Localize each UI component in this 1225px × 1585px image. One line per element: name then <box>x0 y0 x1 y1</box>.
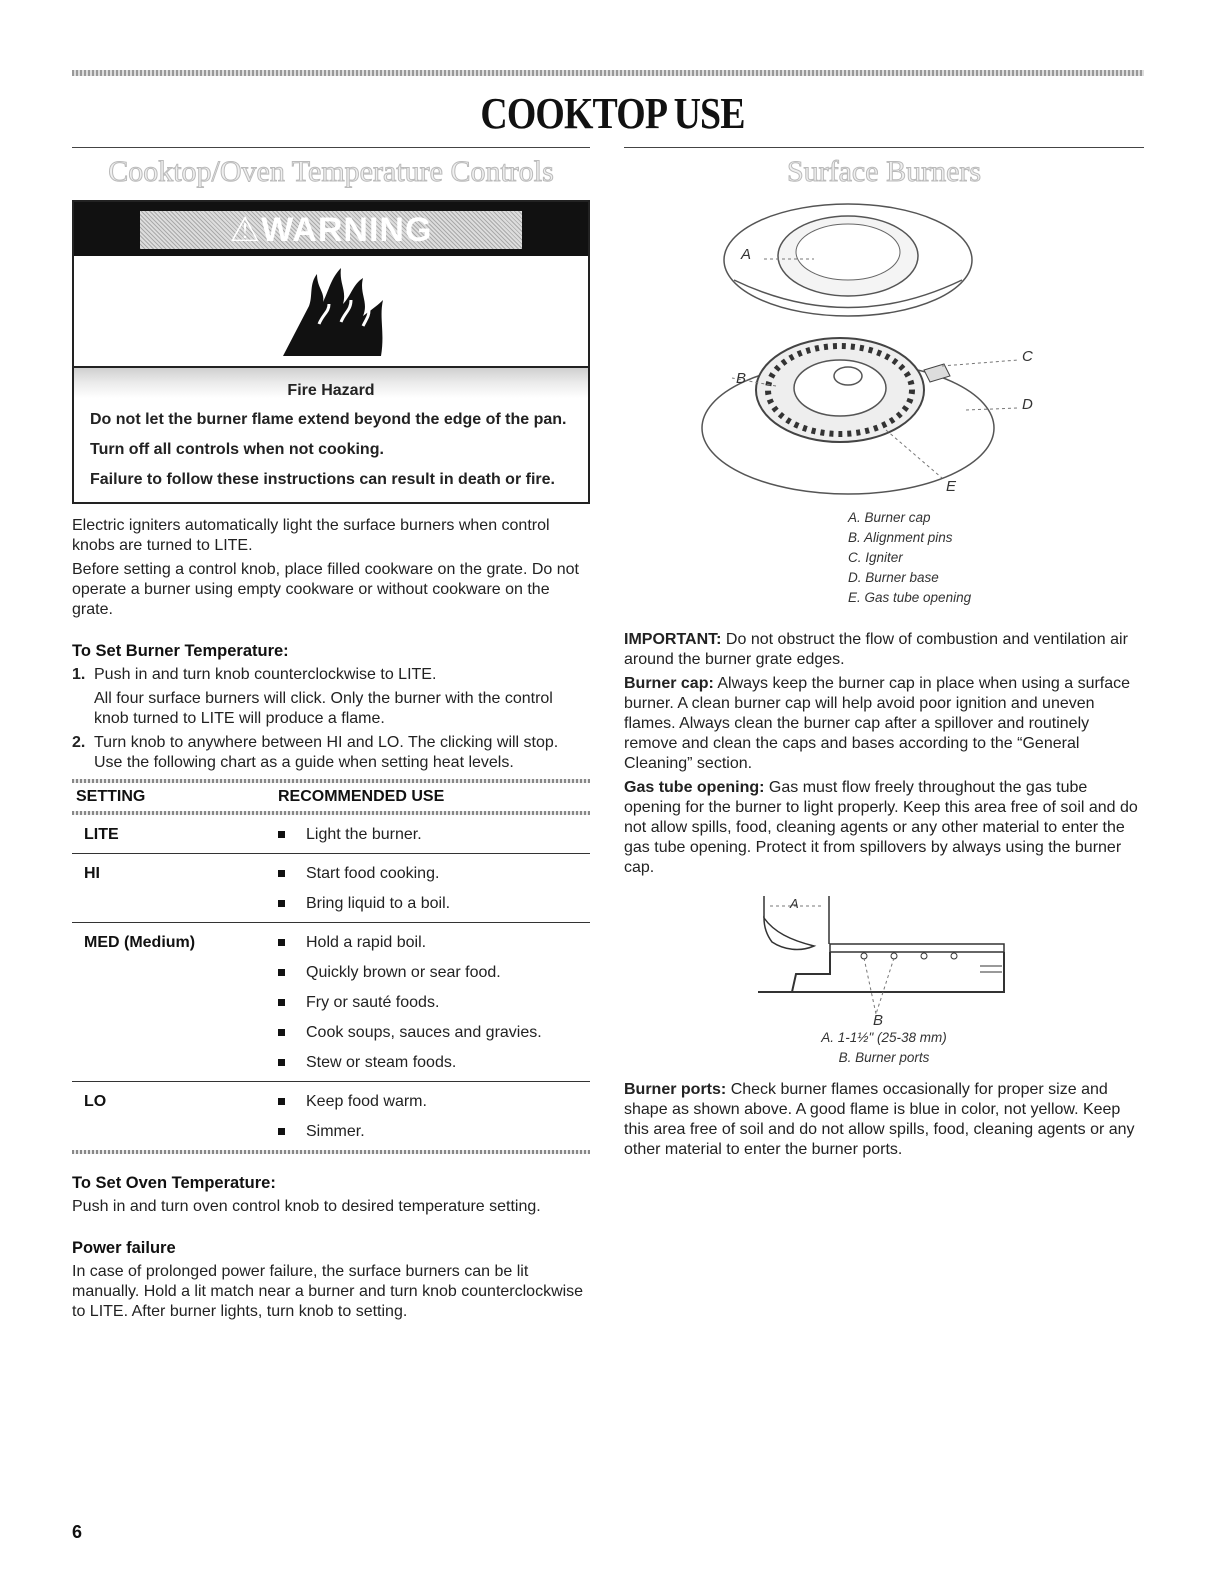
burner-exploded-drawing <box>624 160 1144 520</box>
page-title: COOKTOP USE <box>480 89 745 138</box>
label-d: D <box>1022 396 1033 413</box>
warning-box <box>72 200 590 504</box>
page-number: 6 <box>72 1522 83 1542</box>
important-paragraph: IMPORTANT: Do not obstruct the flow of combustion and ventilation air around the burner grate edges. <box>624 631 1128 668</box>
label-c: C <box>1022 348 1033 365</box>
setting-name: HI <box>84 865 100 882</box>
label-a: A <box>741 246 752 263</box>
caption: A. Burner cap <box>848 510 931 525</box>
burner-ports-paragraph: Burner ports: Check burner flames occasionally for proper size and shape as shown above. A good flame is blue in color, not yellow. Keep this area free of soil and do not allow spills, food, cleaning agents or any other material to enter the burner ports. <box>624 1081 1135 1158</box>
setting-name: MED (Medium) <box>84 934 196 951</box>
burner-cap-paragraph: Burner cap: Always keep the burner cap in place when using a surface burner. A clean burner cap will help avoid poor ignition and uneven flames. Always clean the burner cap after a spillover and routinely remove and clean the caps and bases according to the “General Cleaning” section. <box>624 675 1131 772</box>
table-row <box>72 815 590 854</box>
power-failure-heading: Power failure <box>72 1239 176 1257</box>
intro-paragraph: Electric igniters automatically light the surface burners when control knobs are turned to LITE. <box>72 517 550 554</box>
use-item: Light the burner. <box>274 825 422 845</box>
use-item: Cook soups, sauces and gravies. <box>274 1023 542 1043</box>
flame-icon <box>279 266 389 358</box>
caption: D. Burner base <box>848 570 939 585</box>
fire-hazard-area <box>74 256 588 368</box>
burner-temp-steps <box>72 665 590 773</box>
hazard-title: Fire Hazard <box>287 382 375 399</box>
use-list <box>274 825 422 845</box>
warning-triangle-icon: ⚠ <box>229 211 262 249</box>
step-item: 2. Turn knob to anywhere between HI and LO. The clicking will stop. Use the following chart as a guide when setting heat levels. <box>72 734 559 771</box>
warning-body <box>74 368 588 502</box>
flame-figure <box>624 888 1144 1066</box>
table-row <box>72 923 590 1082</box>
use-item: Quickly brown or sear food. <box>274 963 542 983</box>
right-heading-rule <box>624 147 1144 148</box>
intro-paragraph: Before setting a control knob, place filled cookware on the grate. Do not operate a burner using empty cookware or without cookware on the grate. <box>72 561 579 618</box>
caption: C. Igniter <box>848 550 903 565</box>
caption: B. Alignment pins <box>848 530 953 545</box>
caption: B. Burner ports <box>838 1050 930 1065</box>
use-item: Simmer. <box>274 1122 427 1142</box>
top-dotted-rule <box>72 70 1144 76</box>
label-b: B <box>873 1012 884 1029</box>
flame-captions <box>624 1028 1144 1068</box>
use-list <box>274 1092 427 1142</box>
use-item: Keep food warm. <box>274 1092 427 1112</box>
setting-name: LITE <box>84 826 119 843</box>
table-header <box>72 783 590 811</box>
use-list <box>274 933 542 1073</box>
warning-header <box>74 202 588 256</box>
col-recommended-use: RECOMMENDED USE <box>278 788 445 805</box>
warning-word: ⚠WARNING <box>229 211 433 249</box>
left-section-heading: Cooktop/Oven Temperature Controls <box>108 155 554 188</box>
table-row <box>72 854 590 923</box>
right-column <box>624 160 1144 1164</box>
warning-line: Do not let the burner flame extend beyond the edge of the pan. <box>90 411 567 428</box>
right-section-heading: Surface Burners <box>786 155 982 188</box>
left-column <box>72 200 590 1322</box>
col-setting: SETTING <box>76 788 146 805</box>
use-item: Bring liquid to a boil. <box>274 894 450 914</box>
warning-line: Failure to follow these instructions can result in death or fire. <box>90 471 555 488</box>
settings-table <box>72 779 590 1154</box>
warning-line: Turn off all controls when not cooking. <box>90 441 384 458</box>
setting-name: LO <box>84 1093 107 1110</box>
use-item: Hold a rapid boil. <box>274 933 542 953</box>
table-rows <box>72 815 590 1150</box>
oven-temp-heading: To Set Oven Temperature: <box>72 1174 276 1192</box>
burner-captions <box>848 508 971 608</box>
flame-height-drawing <box>624 888 1144 1018</box>
label-e: E <box>946 478 957 495</box>
use-item: Start food cooking. <box>274 864 450 884</box>
step-item: 1. Push in and turn knob counterclockwise to LITE. All four surface burners will click. Only the burner with the control knob turned to LITE will produce a flame. <box>72 666 553 727</box>
label-a: A <box>790 896 799 911</box>
caption: A. 1-1½" (25-38 mm) <box>821 1030 947 1045</box>
label-b: B <box>736 370 747 387</box>
burner-figure <box>624 160 1144 630</box>
caption: E. Gas tube opening <box>848 590 972 605</box>
burner-temp-heading: To Set Burner Temperature: <box>72 642 289 660</box>
gas-tube-paragraph: Gas tube opening: Gas must flow freely throughout the gas tube opening for the burner to light properly. Keep this area free of soil and do not allow spills, food, cleaning agents or any other material to enter the gas tube opening. Protect it from spillovers by always using the burner cap. <box>624 779 1138 876</box>
power-failure-text: In case of prolonged power failure, the surface burners can be lit manually. Hold a lit match near a burner and turn knob counterclockwise to LITE. After burner lights, turn knob to setting. <box>72 1263 584 1320</box>
use-item: Fry or sauté foods. <box>274 993 542 1013</box>
oven-temp-text: Push in and turn oven control knob to desired temperature setting. <box>72 1198 541 1215</box>
table-row <box>72 1082 590 1150</box>
use-list <box>274 864 450 914</box>
use-item: Stew or steam foods. <box>274 1053 542 1073</box>
left-heading-rule <box>72 147 590 148</box>
